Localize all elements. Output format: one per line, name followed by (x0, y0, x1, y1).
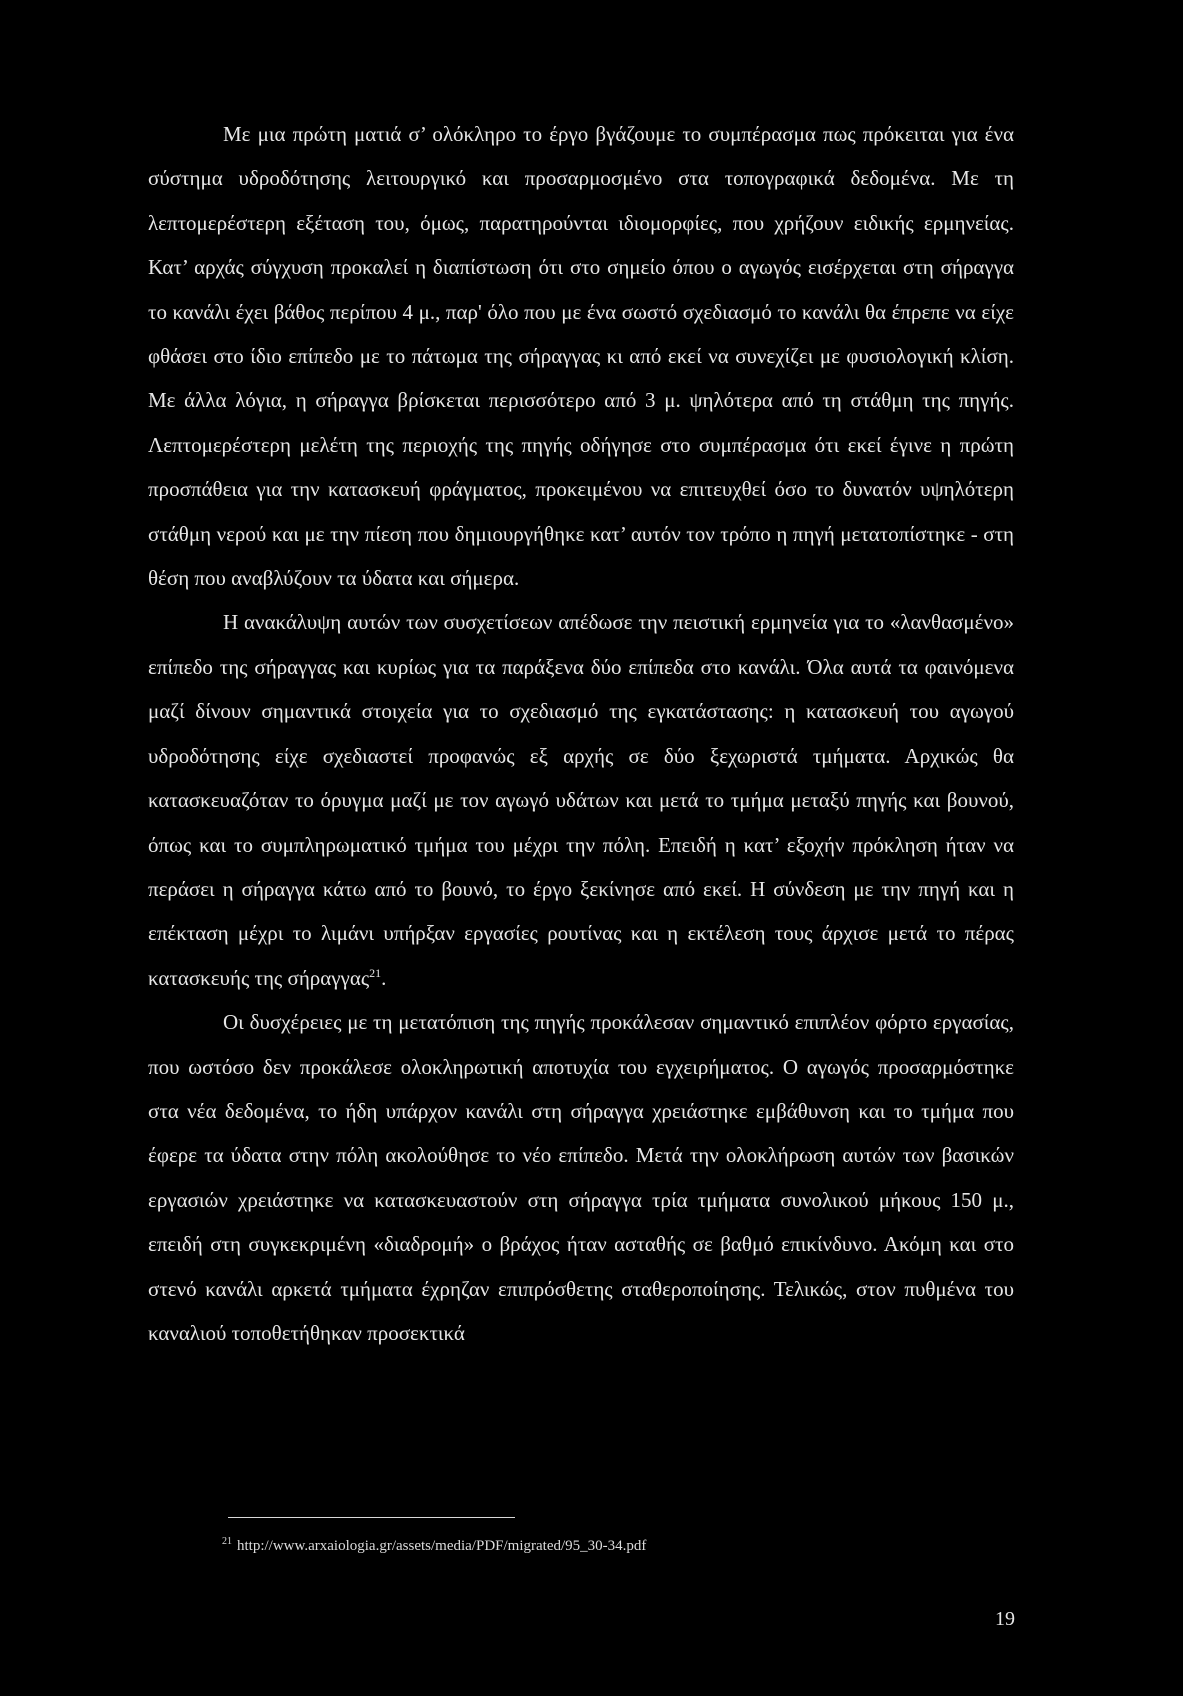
paragraph-2-text: Η ανακάλυψη αυτών των συσχετίσεων απέδωσε την πειστική ερμηνεία για το «λανθασμένο» επίπεδο της σήραγγας και κυρίως για τα παράξενα δύο επίπεδα στο κανάλι. Όλα αυτά τα φαινόμενα μαζί δίνουν σημαντικά στοιχεία για το σχεδιασμό της εγκατάστασης: η κατασκευή του αγωγού υδροδότησης είχε σχεδιαστεί προφανώς εξ αρχής σε δύο ξεχωριστά τμήματα. Αρχικώς θα κατασκευαζόταν το όρυγμα μαζί με τον αγωγό υδάτων και μετά το τμήμα μεταξύ πηγής και βουνού, όπως και το συμπληρωματικό τμήμα του μέχρι την πόλη. Επειδή η κατ’ εξοχήν πρόκληση ήταν να περάσει η σήραγγα κάτω από το βουνό, το έργο ξεκίνησε από εκεί. Η σύνδεση με την πηγή και η επέκταση μέχρι το λιμάνι υπήρξαν εργασίες ρουτίνας και η εκτέλεση τους άρχισε μετά το πέρας κατασκευής της σήραγγας (148, 610, 1014, 990)
paragraph-2 (148, 600, 1014, 1000)
page-number: 19 (995, 1608, 1015, 1630)
body-text (148, 112, 1014, 1355)
footnote-link[interactable]: http://www.arxaiologia.gr/assets/media/PDF/migrated/95_30-34.pdf (237, 1538, 647, 1554)
footnote (222, 1536, 646, 1555)
footnote-reference-trail: . (381, 965, 387, 990)
footnote-number: 21 (222, 1536, 232, 1547)
footnote-separator (228, 1517, 515, 1518)
paragraph-1: Με μια πρώτη ματιά σ’ ολόκληρο το έργο βγάζουμε το συμπέρασμα πως πρόκειται για ένα σύστημα υδροδότησης λειτουργικό και προσαρμοσμένο στα τοπογραφικά δεδομένα. Με τη λεπτομερέστερη εξέταση του, όμως, παρατηρούνται ιδιομορφίες, που χρήζουν ειδικής ερμηνείας. Κατ’ αρχάς σύγχυση προκαλεί η διαπίστωση ότι στο σημείο όπου ο αγωγός εισέρχεται στη σήραγγα το κανάλι έχει βάθος περίπου 4 μ., παρ' όλο που με ένα σωστό σχεδιασμό το κανάλι θα έπρεπε να είχε φθάσει στο ίδιο επίπεδο με το πάτωμα της σήραγγας κι από εκεί να συνεχίζει με φυσιολογική κλίση. Με άλλα λόγια, η σήραγγα βρίσκεται περισσότερο από 3 μ. ψηλότερα από τη στάθμη της πηγής. Λεπτομερέστερη μελέτη της περιοχής της πηγής οδήγησε στο συμπέρασμα ότι εκεί έγινε η πρώτη προσπάθεια για την κατασκευή φράγματος, προκειμένου να επιτευχθεί όσο το δυνατόν υψηλότερη στάθμη νερού και με την πίεση που δημιουργήθηκε κατ’ αυτόν τον τρόπο η πηγή μετατοπίστηκε - στη θέση που αναβλύζουν τα ύδατα και σήμερα. (148, 122, 1014, 591)
footnote-reference: 21 (369, 965, 382, 980)
paragraph-3: Οι δυσχέρειες με τη μετατόπιση της πηγής προκάλεσαν σημαντικό επιπλέον φόρτο εργασίας, που ωστόσο δεν προκάλεσε ολοκληρωτική αποτυχία του εγχειρήματος. Ο αγωγός προσαρμόστηκε στα νέα δεδομένα, το ήδη υπάρχον κανάλι στη σήραγγα χρειάστηκε εμβάθυνση και το τμήμα που έφερε τα ύδατα στην πόλη ακολούθησε το νέο επίπεδο. Μετά την ολοκλήρωση αυτών των βασικών εργασιών χρειάστηκε να κατασκευαστούν στη σήραγγα τρία τμήματα συνολικού μήκους 150 μ., επειδή στη συγκεκριμένη «διαδρομή» ο βράχος ήταν ασταθής σε βαθμό επικίνδυνο. Ακόμη και στο στενό κανάλι αρκετά τμήματα έχρηζαν επιπρόσθετης σταθεροποίησης. Τελικώς, στον πυθμένα του καναλιού τοποθετήθηκαν προσεκτικά (148, 1010, 1014, 1345)
